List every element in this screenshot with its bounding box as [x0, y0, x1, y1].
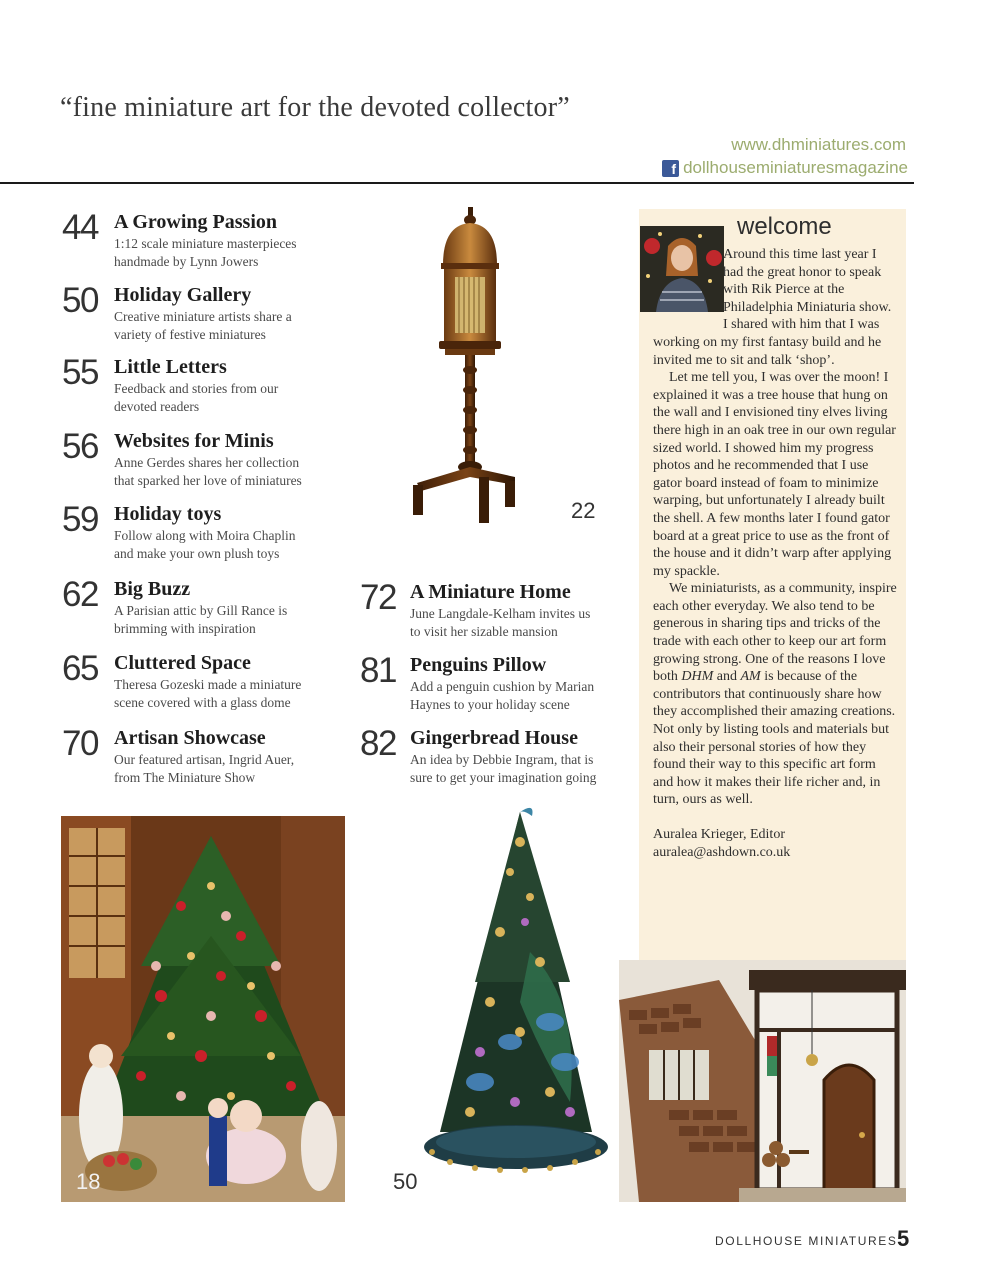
header-rule	[0, 182, 914, 184]
toc-title: A Growing Passion	[114, 211, 277, 233]
toc-desc-line: Add a penguin cushion by Marian	[410, 679, 595, 694]
toc-desc-line: Feedback and stories from our	[114, 381, 279, 396]
toc-desc-line: variety of festive miniatures	[114, 327, 266, 342]
welcome-heading: welcome	[737, 213, 832, 240]
toc-desc-line: Creative miniature artists share a	[114, 309, 292, 324]
toc-title: Websites for Minis	[114, 430, 274, 452]
toc-desc-line: An idea by Debbie Ingram, that is	[410, 752, 594, 767]
toc-title: Gingerbread House	[410, 727, 578, 749]
toc-desc-line: scene covered with a glass dome	[114, 695, 291, 710]
toc-entry[interactable]	[62, 429, 302, 489]
toc-title: Big Buzz	[114, 578, 191, 600]
toc-desc-line: to visit her sizable mansion	[410, 624, 558, 639]
magazine-abbrev: AM	[740, 669, 761, 685]
toc-entry[interactable]	[62, 726, 294, 786]
toc-page-number: 50	[62, 281, 98, 320]
toc-desc-line: 1:12 scale miniature masterpieces	[114, 236, 297, 251]
figure-page-number: 50	[393, 1169, 418, 1194]
toc-desc-line: sure to get your imagination going	[410, 770, 597, 785]
editor-email[interactable]: auralea@ashdown.co.uk	[653, 844, 791, 860]
figure-page-number: 22	[571, 498, 596, 523]
toc-entry[interactable]	[62, 355, 278, 415]
toc-page-number: 44	[62, 208, 98, 247]
toc-entry[interactable]	[360, 580, 590, 640]
toc-page-number: 70	[62, 724, 98, 763]
toc-entry[interactable]	[62, 651, 301, 711]
toc-entry[interactable]	[62, 502, 296, 562]
toc-page-number: 82	[360, 724, 396, 763]
letter-paragraph: Let me tell you, I was over the moon! I explained it was a tree house that hung on the wall and I envisioned tiny elves living there high in an oak tree in our own regular sized world. I showed him my progress photos and he recommended that I use gator board instead of foam to minimize warping, but unfortunately I already built the shell. A few months later I found gator board at a great price to use as the front of the house and it didn’t warp after applying my spackle.	[653, 370, 896, 579]
toc-page-number: 65	[62, 649, 98, 688]
toc-desc-line: Follow along with Moira Chaplin	[114, 528, 296, 543]
letter-text: and	[713, 669, 741, 685]
letter-paragraph: Around this time last year I had the great honor to speak with Rik Pierce at the Philadelphia Miniaturia show. I shared with him that I was working on my first fantasy build and he invited me to sit and talk ‘shop’.	[653, 247, 892, 368]
toc-title: Artisan Showcase	[114, 727, 266, 749]
toc-entry[interactable]	[360, 653, 594, 713]
website-link[interactable]: www.dhminiatures.com	[731, 135, 906, 154]
toc-desc-line: June Langdale-Kelham invites us	[410, 606, 591, 621]
toc-page-number: 81	[360, 651, 396, 690]
toc-page-number: 59	[62, 500, 98, 539]
letter-paragraph	[653, 580, 898, 809]
toc-desc-line: A Parisian attic by Gill Rance is	[114, 603, 288, 618]
toc-desc-line: from The Miniature Show	[114, 770, 256, 785]
toc-page-number: 62	[62, 575, 98, 614]
toc-desc-line: Anne Gerdes shares her collection	[114, 455, 300, 470]
toc-title: Penguins Pillow	[410, 654, 547, 676]
figure-page-number: 18	[76, 1169, 101, 1194]
toc-title: Holiday toys	[114, 503, 222, 525]
letter-text: We miniaturists, as a community, inspire each other everyday. We also tend to be generous in sharing tips and tricks of the trade with each other to keep our art form growing strong. One of the reasons I love both	[653, 581, 897, 685]
christmas-room-image[interactable]	[61, 816, 345, 1202]
toc-entry[interactable]	[62, 577, 287, 637]
toc-desc-line: that sparked her love of miniatures	[114, 473, 302, 488]
editor-signature: Auralea Krieger, Editor	[653, 827, 785, 842]
toc-title: A Miniature Home	[410, 581, 571, 603]
toc-desc-line: brimming with inspiration	[114, 621, 256, 636]
letter-text: is because of the contributors that continuously share how they accomplished their amazing creations. Not only by listing tools and materials but also their personal stories of how they found their way to this specific art form and how it makes their life richer and, in turn, ours as well.	[653, 669, 896, 808]
toc-title: Cluttered Space	[114, 652, 251, 674]
toc-entry[interactable]	[62, 210, 297, 270]
peacock-tree-image[interactable]	[420, 802, 612, 1182]
toc-entry[interactable]	[360, 726, 596, 786]
magazine-abbrev: DHM	[681, 669, 714, 685]
toc-title: Little Letters	[114, 356, 227, 378]
tagline: “fine miniature art for the devoted collector”	[60, 92, 570, 123]
toc-page-number: 55	[62, 353, 98, 392]
toc-entry[interactable]	[62, 283, 292, 343]
page-number: 5	[897, 1226, 910, 1251]
toc-page-number: 72	[360, 578, 396, 617]
facebook-link[interactable]	[662, 158, 908, 178]
toc-desc-line: Haynes to your holiday scene	[410, 697, 570, 712]
toc-desc-line: handmade by Lynn Jowers	[114, 254, 259, 269]
toc-desc-line: and make your own plush toys	[114, 546, 280, 561]
toc-page-number: 56	[62, 427, 98, 466]
birdcage-stand-image[interactable]	[405, 205, 525, 530]
fairy-houses-image[interactable]	[619, 960, 906, 1202]
toc-desc-line: Theresa Gozeski made a miniature	[114, 677, 302, 692]
editor-letter	[653, 246, 898, 861]
facebook-handle: dollhouseminiaturesmagazine	[683, 158, 908, 177]
toc-desc-line: Our featured artisan, Ingrid Auer,	[114, 752, 295, 767]
toc-desc-line: devoted readers	[114, 399, 200, 414]
magazine-name: DOLLHOUSE MINIATURES	[715, 1234, 898, 1248]
facebook-icon: f	[662, 160, 679, 177]
toc-title: Holiday Gallery	[114, 284, 252, 306]
